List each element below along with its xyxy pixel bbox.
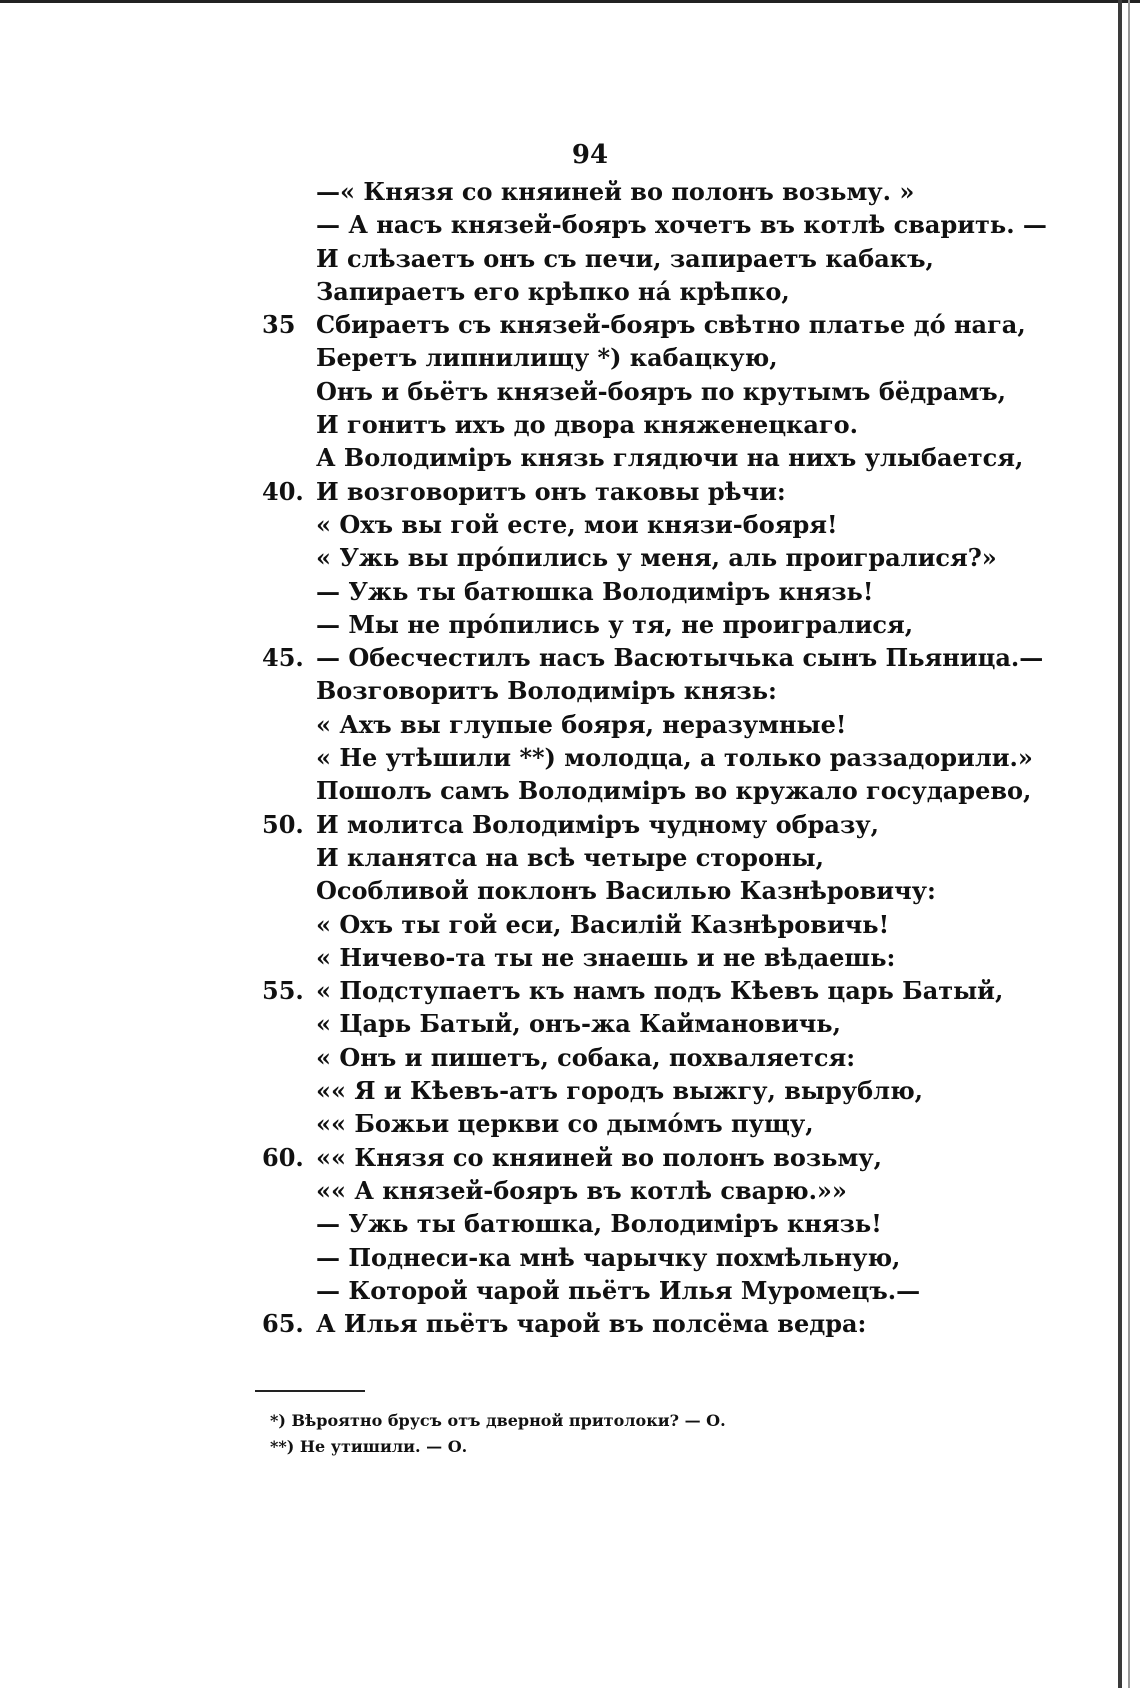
- poem-line: [262, 808, 1022, 841]
- line-text: Онъ и бьётъ князей-бояръ по крутымъ бёдрамъ,: [316, 376, 1007, 406]
- line-text: Запираетъ его крѣпко на́ крѣпко,: [316, 276, 790, 306]
- line-text: Возговоритъ Володиміръ князь:: [316, 676, 777, 706]
- line-text: Беретъ липнилищу *) кабацкую,: [316, 343, 778, 373]
- line-text: — Обесчестилъ насъ Васютычька сынъ Пьяница.—: [316, 643, 1044, 673]
- poem-line: [262, 874, 1022, 907]
- poem-line: [262, 275, 1022, 308]
- line-text: И возговоритъ онъ таковы рѣчи:: [316, 476, 786, 506]
- line-text: — Поднеси-ка мнѣ чарычку похмѣльную,: [316, 1242, 901, 1272]
- line-number: 50.: [262, 809, 304, 839]
- poem-line: [262, 475, 1022, 508]
- line-text: А Володиміръ князь глядючи на нихъ улыбается,: [316, 443, 1024, 473]
- line-number: 65.: [262, 1309, 304, 1339]
- poem-line: [262, 242, 1022, 275]
- line-text: « Ужь вы про́пились у меня, аль проигралися?»: [316, 543, 997, 573]
- poem-line: [262, 741, 1033, 774]
- poem-line: [262, 1307, 1022, 1340]
- poem-line: [262, 575, 1022, 608]
- poem-line: [262, 708, 1022, 741]
- poem-line: [262, 1207, 1022, 1240]
- line-text: — Мы не про́пились у тя, не проигралися,: [316, 609, 914, 639]
- line-text: Пошолъ самъ Володиміръ во кружало государево,: [316, 776, 1032, 806]
- poem-line: [262, 541, 1022, 574]
- poem-line: [262, 1241, 1022, 1274]
- poem-line: [262, 608, 1022, 641]
- line-text: Особливой поклонъ Василью Казнѣровичу:: [316, 876, 936, 906]
- poem-line: [262, 841, 1022, 874]
- line-text: « Ахъ вы глупые бояря, неразумные!: [316, 709, 847, 739]
- poem-line: [262, 1007, 1022, 1040]
- footnotes: [270, 1408, 970, 1460]
- line-number: 60.: [262, 1142, 304, 1172]
- poem-line: [262, 674, 1022, 707]
- line-text: И молитса Володиміръ чудному образу,: [316, 809, 879, 839]
- poem-line: [262, 908, 1022, 941]
- poem-line: [262, 308, 1026, 341]
- poem-line: [262, 441, 1022, 474]
- poem-line: [262, 774, 1032, 807]
- page-edge-shadow-faint: [1128, 0, 1130, 1688]
- poem-line: [262, 1107, 1022, 1140]
- footnote: *) Вѣроятно брусъ отъ дверной притолоки? — О.: [270, 1411, 726, 1430]
- line-text: « Не утѣшили **) молодца, а только раззадорили.»: [316, 743, 1033, 773]
- footnote: **) Не утишили. — О.: [270, 1437, 468, 1456]
- line-number: 45.: [262, 643, 304, 673]
- poem-line: [262, 641, 1044, 674]
- poem-line: [262, 1274, 1022, 1307]
- poem-line: [262, 508, 1022, 541]
- line-text: «« Я и Кѣевъ-атъ городъ выжгу, вырублю,: [316, 1076, 924, 1106]
- line-text: « Царь Батый, онъ-жа Каймановичь,: [316, 1009, 841, 1039]
- poem-line: [262, 341, 1022, 374]
- line-text: «« Князя со княиней во полонъ возьму,: [316, 1142, 883, 1172]
- line-text: И гонитъ ихъ до двора княженецкаго.: [316, 410, 859, 440]
- page-number: 94: [571, 140, 609, 170]
- line-text: — А насъ князей-бояръ хочетъ въ котлѣ сварить. —: [316, 210, 1047, 240]
- line-text: — Ужь ты батюшка Володиміръ князь!: [316, 576, 874, 606]
- poem-line: [262, 974, 1022, 1007]
- poem-line: [262, 1074, 1022, 1107]
- poem-line: [262, 175, 1022, 208]
- line-text: И кланятса на всѣ четыре стороны,: [316, 842, 824, 872]
- poem-line: [262, 1141, 1022, 1174]
- line-number: 40.: [262, 476, 304, 506]
- poem-line: [262, 1041, 1022, 1074]
- top-border-rule: [0, 0, 1140, 3]
- poem-line: [262, 208, 1047, 241]
- line-text: А Илья пьётъ чарой въ полсёма ведра:: [316, 1309, 867, 1339]
- line-text: Сбираетъ съ князей-бояръ свѣтно платье до́ нага,: [316, 310, 1026, 340]
- poem-line: [262, 1174, 1022, 1207]
- line-text: « Охъ вы гой есте, мои князи-бояря!: [316, 509, 838, 539]
- line-text: «« Божьи церкви со дымо́мъ пущу,: [316, 1109, 814, 1139]
- line-text: « Охъ ты гой еси, Василій Казнѣровичь!: [316, 909, 890, 939]
- poem-line: [262, 375, 1022, 408]
- line-text: — Которой чарой пьётъ Илья Муромецъ.—: [316, 1275, 921, 1305]
- line-text: И слѣзаетъ онъ съ печи, запираетъ кабакъ,: [316, 243, 934, 273]
- line-text: — Ужь ты батюшка, Володиміръ князь!: [316, 1209, 882, 1239]
- poem-line: [262, 941, 1022, 974]
- line-text: «« А князей-бояръ въ котлѣ сварю.»»: [316, 1175, 847, 1205]
- line-number: 55.: [262, 976, 304, 1006]
- line-text: « Подступаетъ къ намъ подъ Кѣевъ царь Батый,: [316, 976, 1004, 1006]
- line-text: —« Князя со княиней во полонъ возьму. »: [316, 177, 915, 206]
- line-text: « Ничево-та ты не знаешь и не вѣдаешь:: [316, 942, 896, 972]
- line-number: 35: [262, 310, 296, 340]
- poem-line: [262, 408, 1022, 441]
- page-edge-shadow: [1118, 0, 1122, 1688]
- footnote-separator: [255, 1390, 365, 1392]
- poem-text: [262, 175, 1047, 1340]
- line-text: « Онъ и пишетъ, собака, похваляется:: [316, 1042, 856, 1072]
